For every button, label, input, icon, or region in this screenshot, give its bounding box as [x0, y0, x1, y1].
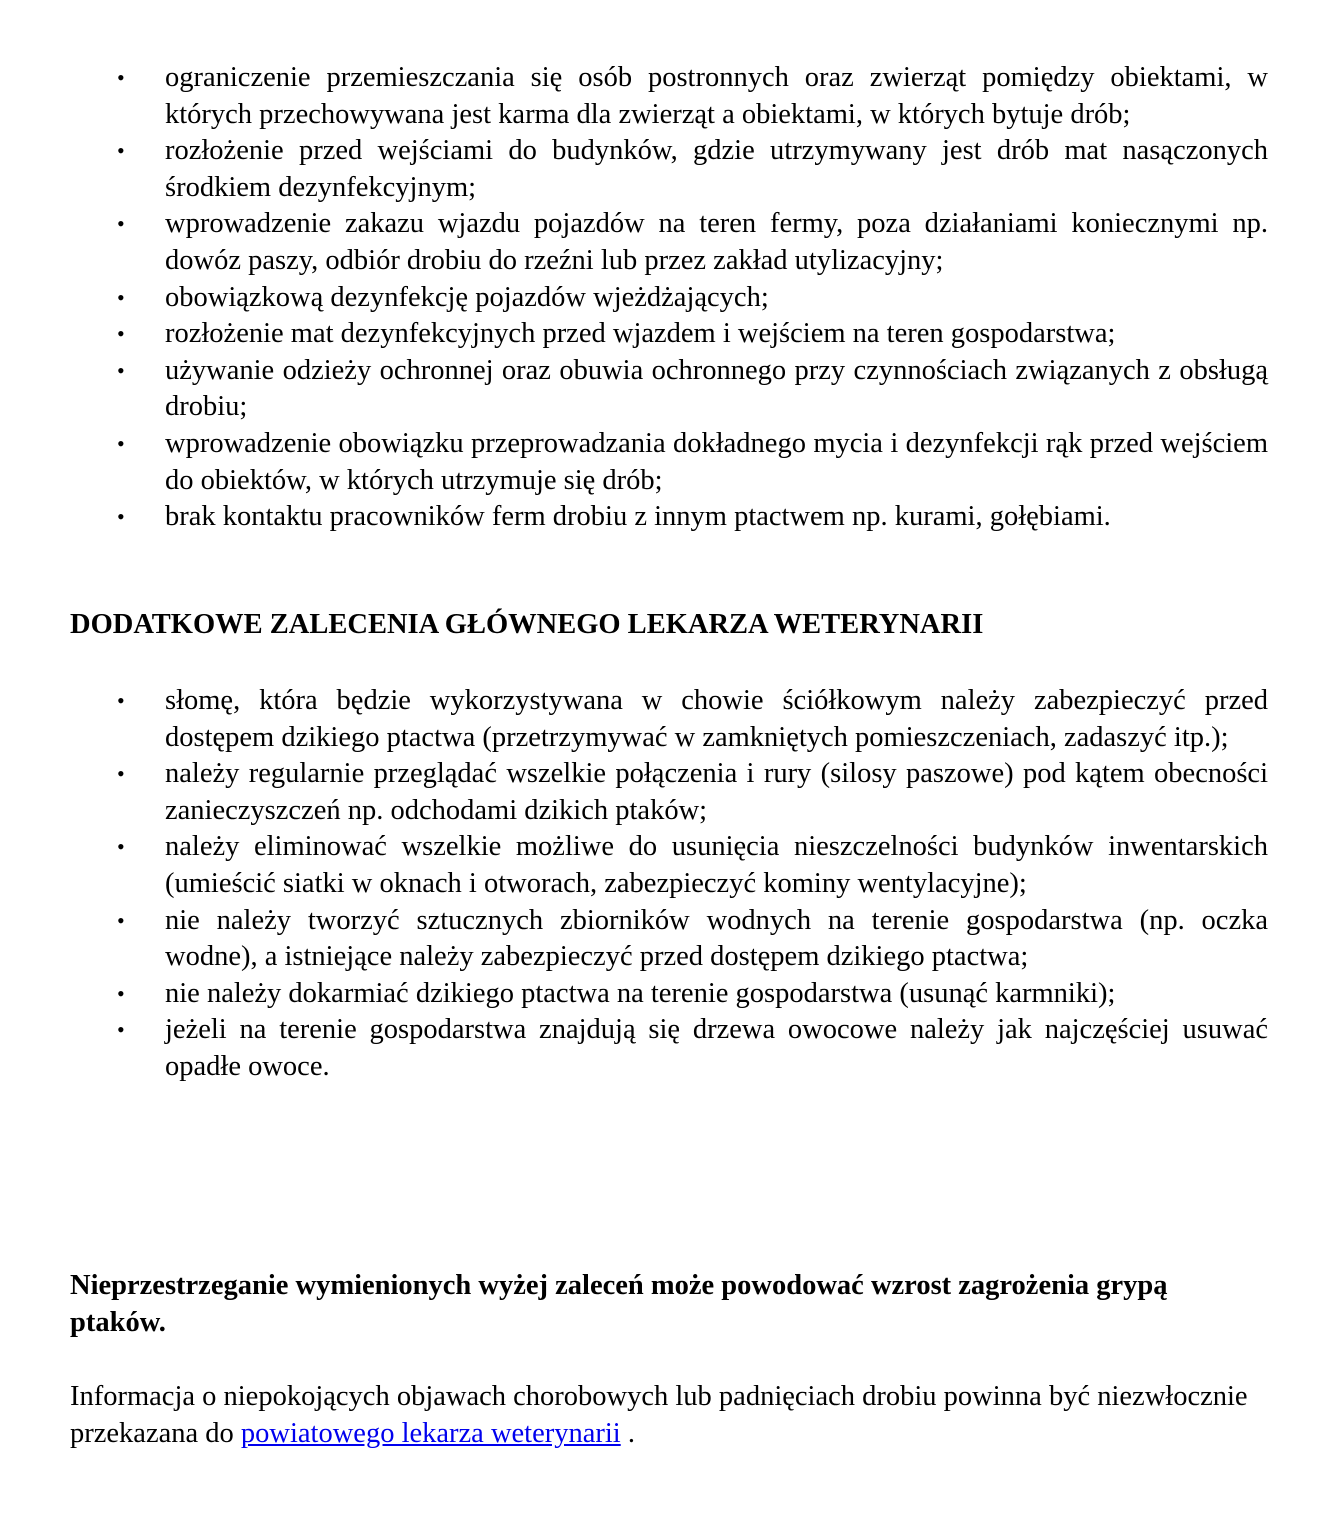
list-item-text: ograniczenie przemieszczania się osób postronnych oraz zwierząt pomiędzy obiektami, w których przechowywana jest karma dla zwierząt a obiektami, w których bytuje drób;	[165, 62, 1268, 130]
vet-officer-link[interactable]: powiatowego lekarza weterynarii	[240, 1418, 621, 1449]
bullet-icon: •	[117, 138, 125, 164]
list-item-text: wprowadzenie zakazu wjazdu pojazdów na teren fermy, poza działaniami koniecznymi np. dowóz paszy, odbiór drobiu do rzeźni lub przez zakład utylizacyjny;	[165, 208, 1268, 276]
list-item-text: należy regularnie przeglądać wszelkie połączenia i rury (silosy paszowe) pod kątem obecności zanieczyszczeń np. odchodami dzikich ptaków;	[165, 758, 1268, 826]
list-item-text: nie należy dokarmiać dzikiego ptactwa na terenie gospodarstwa (usunąć karmniki);	[165, 977, 1116, 1009]
list-item-text: słomę, która będzie wykorzystywana w chowie ściółkowym należy zabezpieczyć przed dostępem dzikiego ptactwa (przetrzymywać w zamkniętych pomieszczeniach, zadaszyć itp.);	[165, 685, 1268, 753]
additional-recommendations-list	[0, 683, 1328, 1086]
bullet-icon: •	[117, 761, 125, 787]
list-item-text: rozłożenie przed wejściami do budynków, gdzie utrzymywany jest drób mat nasączonych środkiem dezynfekcyjnym;	[165, 135, 1268, 203]
list-item	[117, 316, 1268, 353]
info-paragraph	[70, 1378, 1270, 1452]
list-item	[117, 206, 1268, 279]
info-text-end: .	[620, 1418, 635, 1449]
bullet-icon: •	[117, 980, 125, 1006]
bullet-icon: •	[117, 357, 125, 383]
bullet-icon: •	[117, 211, 125, 237]
list-item-text: brak kontaktu pracowników ferm drobiu z innym ptactwem np. kurami, gołębiami.	[165, 501, 1111, 533]
info-text: Informacja o niepokojących objawach chorobowych lub padnięciach drobiu powinna być niezwłocznie przekazana do	[70, 1381, 1248, 1449]
bullet-icon: •	[117, 688, 125, 713]
section-heading: DODATKOWE ZALECENIA GŁÓWNEGO LEKARZA WETERYNARII	[70, 609, 984, 640]
bullet-icon: •	[117, 321, 125, 347]
list-item	[117, 60, 1268, 133]
bullet-icon: •	[117, 907, 125, 933]
list-item	[117, 426, 1268, 499]
list-item	[117, 1012, 1268, 1085]
bullet-icon: •	[117, 65, 125, 90]
list-item	[117, 280, 1268, 317]
bullet-icon: •	[117, 1017, 125, 1043]
biosecurity-measures-list	[0, 60, 1328, 536]
list-item-text: nie należy tworzyć sztucznych zbiorników wodnych na terenie gospodarstwa (np. oczka wodne), a istniejące należy zabezpieczyć przed dostępem dzikiego ptactwa;	[165, 904, 1268, 973]
warning-paragraph: Nieprzestrzeganie wymienionych wyżej zaleceń może powodować wzrost zagrożenia grypą ptaków.	[70, 1270, 1168, 1338]
list-item-text: należy eliminować wszelkie możliwe do usunięcia nieszczelności budynków inwentarskich (umieścić siatki w oknach i otworach, zabezpieczyć kominy wentylacyjne);	[165, 831, 1268, 899]
list-item	[117, 353, 1268, 426]
bullet-icon: •	[117, 430, 125, 456]
list-item-text: rozłożenie mat dezynfekcyjnych przed wjazdem i wejściem na teren gospodarstwa;	[165, 318, 1116, 350]
bullet-icon: •	[117, 504, 125, 530]
list-item-text: używanie odzieży ochronnej oraz obuwia ochronnego przy czynnościach związanych z obsługą drobiu;	[165, 354, 1268, 423]
bullet-icon: •	[117, 834, 125, 860]
list-item	[117, 829, 1268, 902]
list-item	[117, 756, 1268, 829]
bullet-icon: •	[117, 284, 125, 310]
list-item	[117, 499, 1268, 536]
list-item	[117, 903, 1268, 976]
list-item-text: obowiązkową dezynfekcję pojazdów wjeżdżających;	[165, 281, 769, 313]
list-item	[117, 976, 1268, 1013]
list-item-text: jeżeli na terenie gospodarstwa znajdują się drzewa owocowe należy jak najczęściej usuwać opadłe owoce.	[165, 1014, 1268, 1082]
list-item	[117, 133, 1268, 206]
list-item	[117, 683, 1268, 756]
list-item-text: wprowadzenie obowiązku przeprowadzania dokładnego mycia i dezynfekcji rąk przed wejściem do obiektów, w których utrzymuje się drób;	[165, 427, 1268, 496]
